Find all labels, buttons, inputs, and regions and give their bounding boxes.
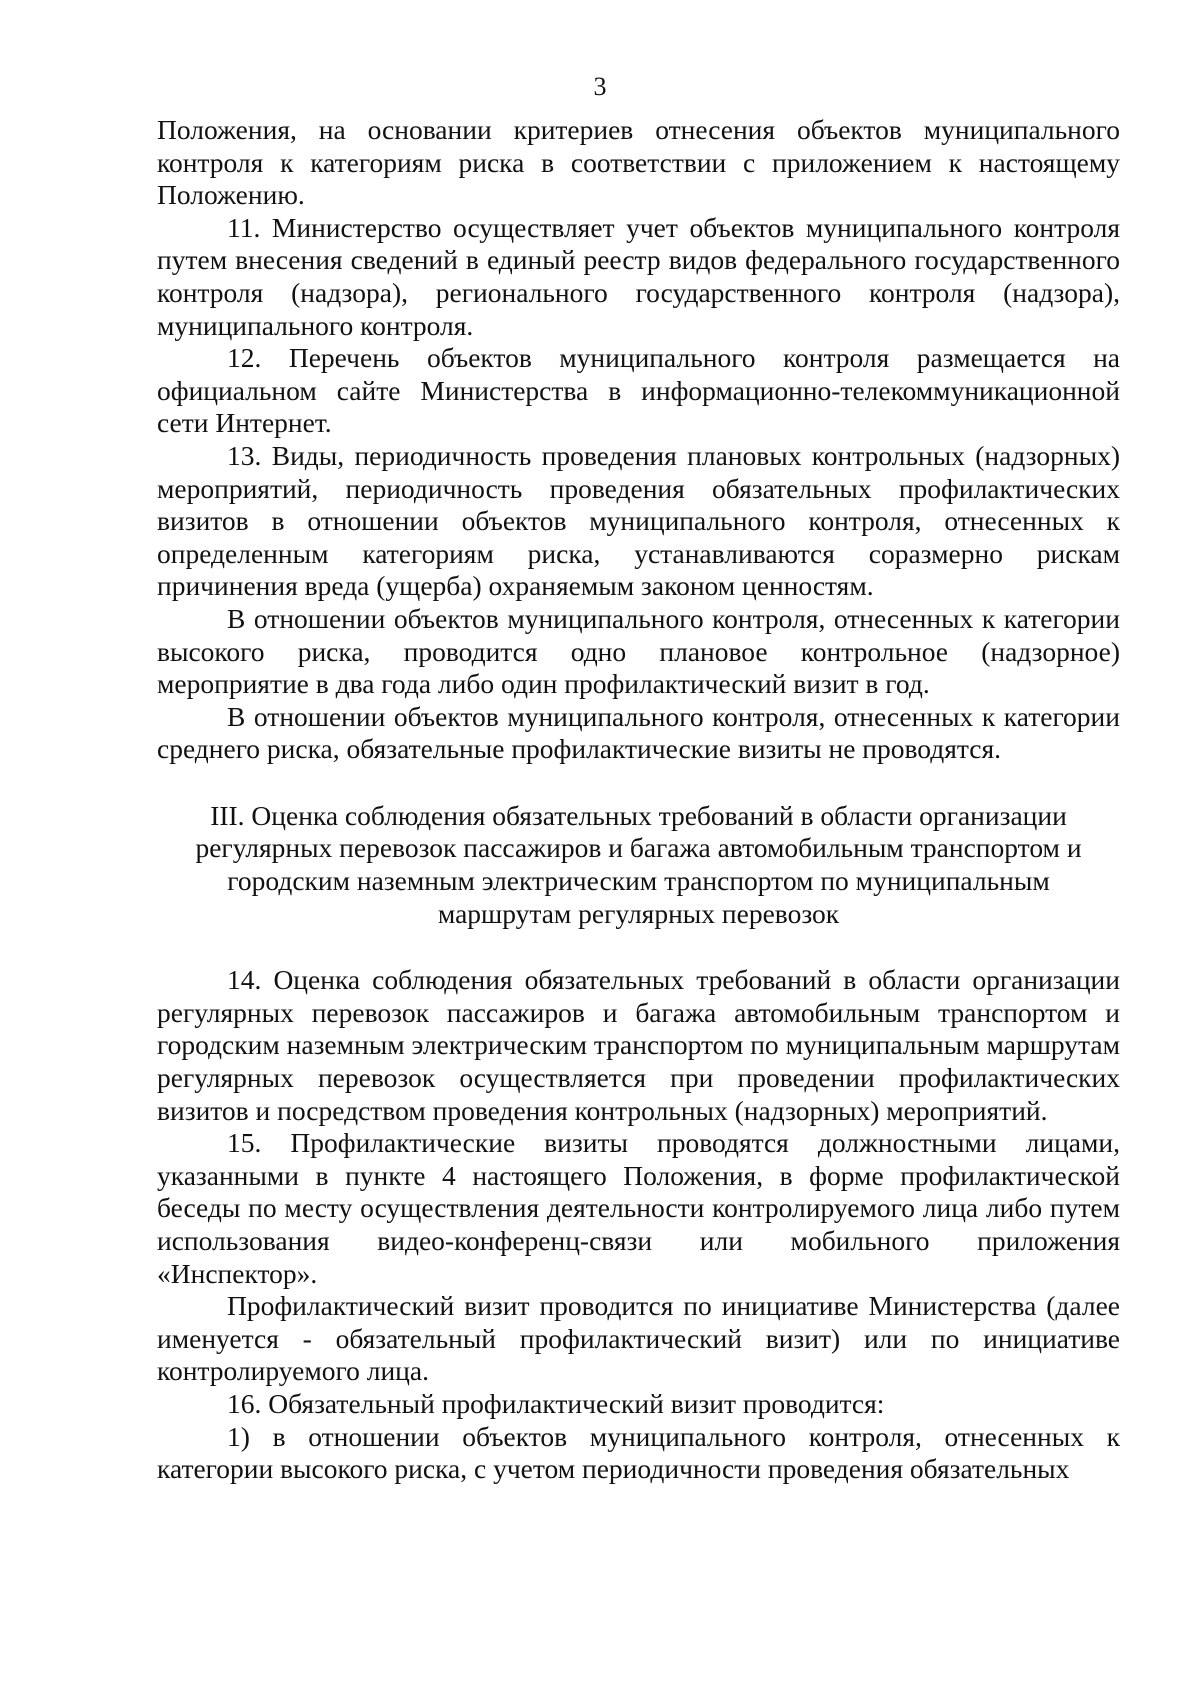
paragraph-11: 11. Министерство осуществляет учет объектов муниципального контроля путем внесения сведений в единый реестр видов федерального государственного контроля (надзора), регионального государственного контроля (надзора), муниципального контроля. bbox=[157, 211, 1120, 341]
paragraphs-after bbox=[157, 964, 1120, 1486]
paragraph-13-medium-risk: В отношении объектов муниципального контроля, отнесенных к категории среднего риска, обязательные профилактические визиты не проводятся. bbox=[157, 700, 1120, 765]
section-heading-iii bbox=[157, 800, 1120, 930]
section-heading-line: III. Оценка соблюдения обязательных требований в области организации bbox=[210, 799, 1067, 831]
paragraph-13-high-risk: В отношении объектов муниципального контроля, отнесенных к категории высокого риска, проводится одно плановое контрольное (надзорное) мероприятие в два года либо один профилактический визит в год. bbox=[157, 602, 1120, 700]
paragraph-12: 12. Перечень объектов муниципального контроля размещается на официальном сайте Министерства в информационно-телекоммуникационной сети Интернет. bbox=[157, 342, 1120, 439]
paragraph-16-item-1: 1) в отношении объектов муниципального контроля, отнесенных к категории высокого риска, с учетом периодичности проведения обязательных bbox=[157, 1420, 1120, 1485]
paragraphs-before bbox=[157, 114, 1120, 766]
paragraph-13: 13. Виды, периодичность проведения плановых контрольных (надзорных) мероприятий, периодичность проведения обязательных профилактических визитов в отношении объектов муниципального контроля, отнесенных к определенным категориям риска, устанавливаются соразмерно рискам причинения вреда (ущерба) охраняемым законом ценностям. bbox=[157, 439, 1120, 602]
section-heading-line: маршрутам регулярных перевозок bbox=[437, 897, 840, 929]
paragraph-continuation: Положения, на основании критериев отнесения объектов муниципального контроля к категориям риска в соответствии с приложением к настоящему Положению. bbox=[157, 114, 1120, 211]
paragraph-15: 15. Профилактические визиты проводятся должностными лицами, указанными в пункте 4 настоящего Положения, в форме профилактической беседы по месту осуществления деятельности контролируемого лица либо путем использования видео-конференц-связи или мобильного приложения «Инспектор». bbox=[157, 1127, 1120, 1289]
section-heading-line: городским наземным электрическим транспортом по муниципальным bbox=[227, 865, 1050, 897]
paragraph-15-initiative: Профилактический визит проводится по инициативе Министерства (далее именуется - обязательный профилактический визит) или по инициативе контролируемого лица. bbox=[157, 1290, 1120, 1387]
page-number: 3 bbox=[593, 72, 607, 101]
document-body bbox=[157, 114, 1120, 1486]
paragraph-14: 14. Оценка соблюдения обязательных требований в области организации регулярных перевозок пассажиров и багажа автомобильным транспортом и городским наземным электрическим транспортом по муниципальным маршрутам регулярных перевозок осуществляется при проведении профилактических визитов и посредством проведения контрольных (надзорных) мероприятий. bbox=[157, 964, 1120, 1126]
paragraph-16: 16. Обязательный профилактический визит проводится: bbox=[227, 1387, 885, 1419]
section-heading-line: регулярных перевозок пассажиров и багажа автомобильным транспортом и bbox=[195, 832, 1082, 864]
